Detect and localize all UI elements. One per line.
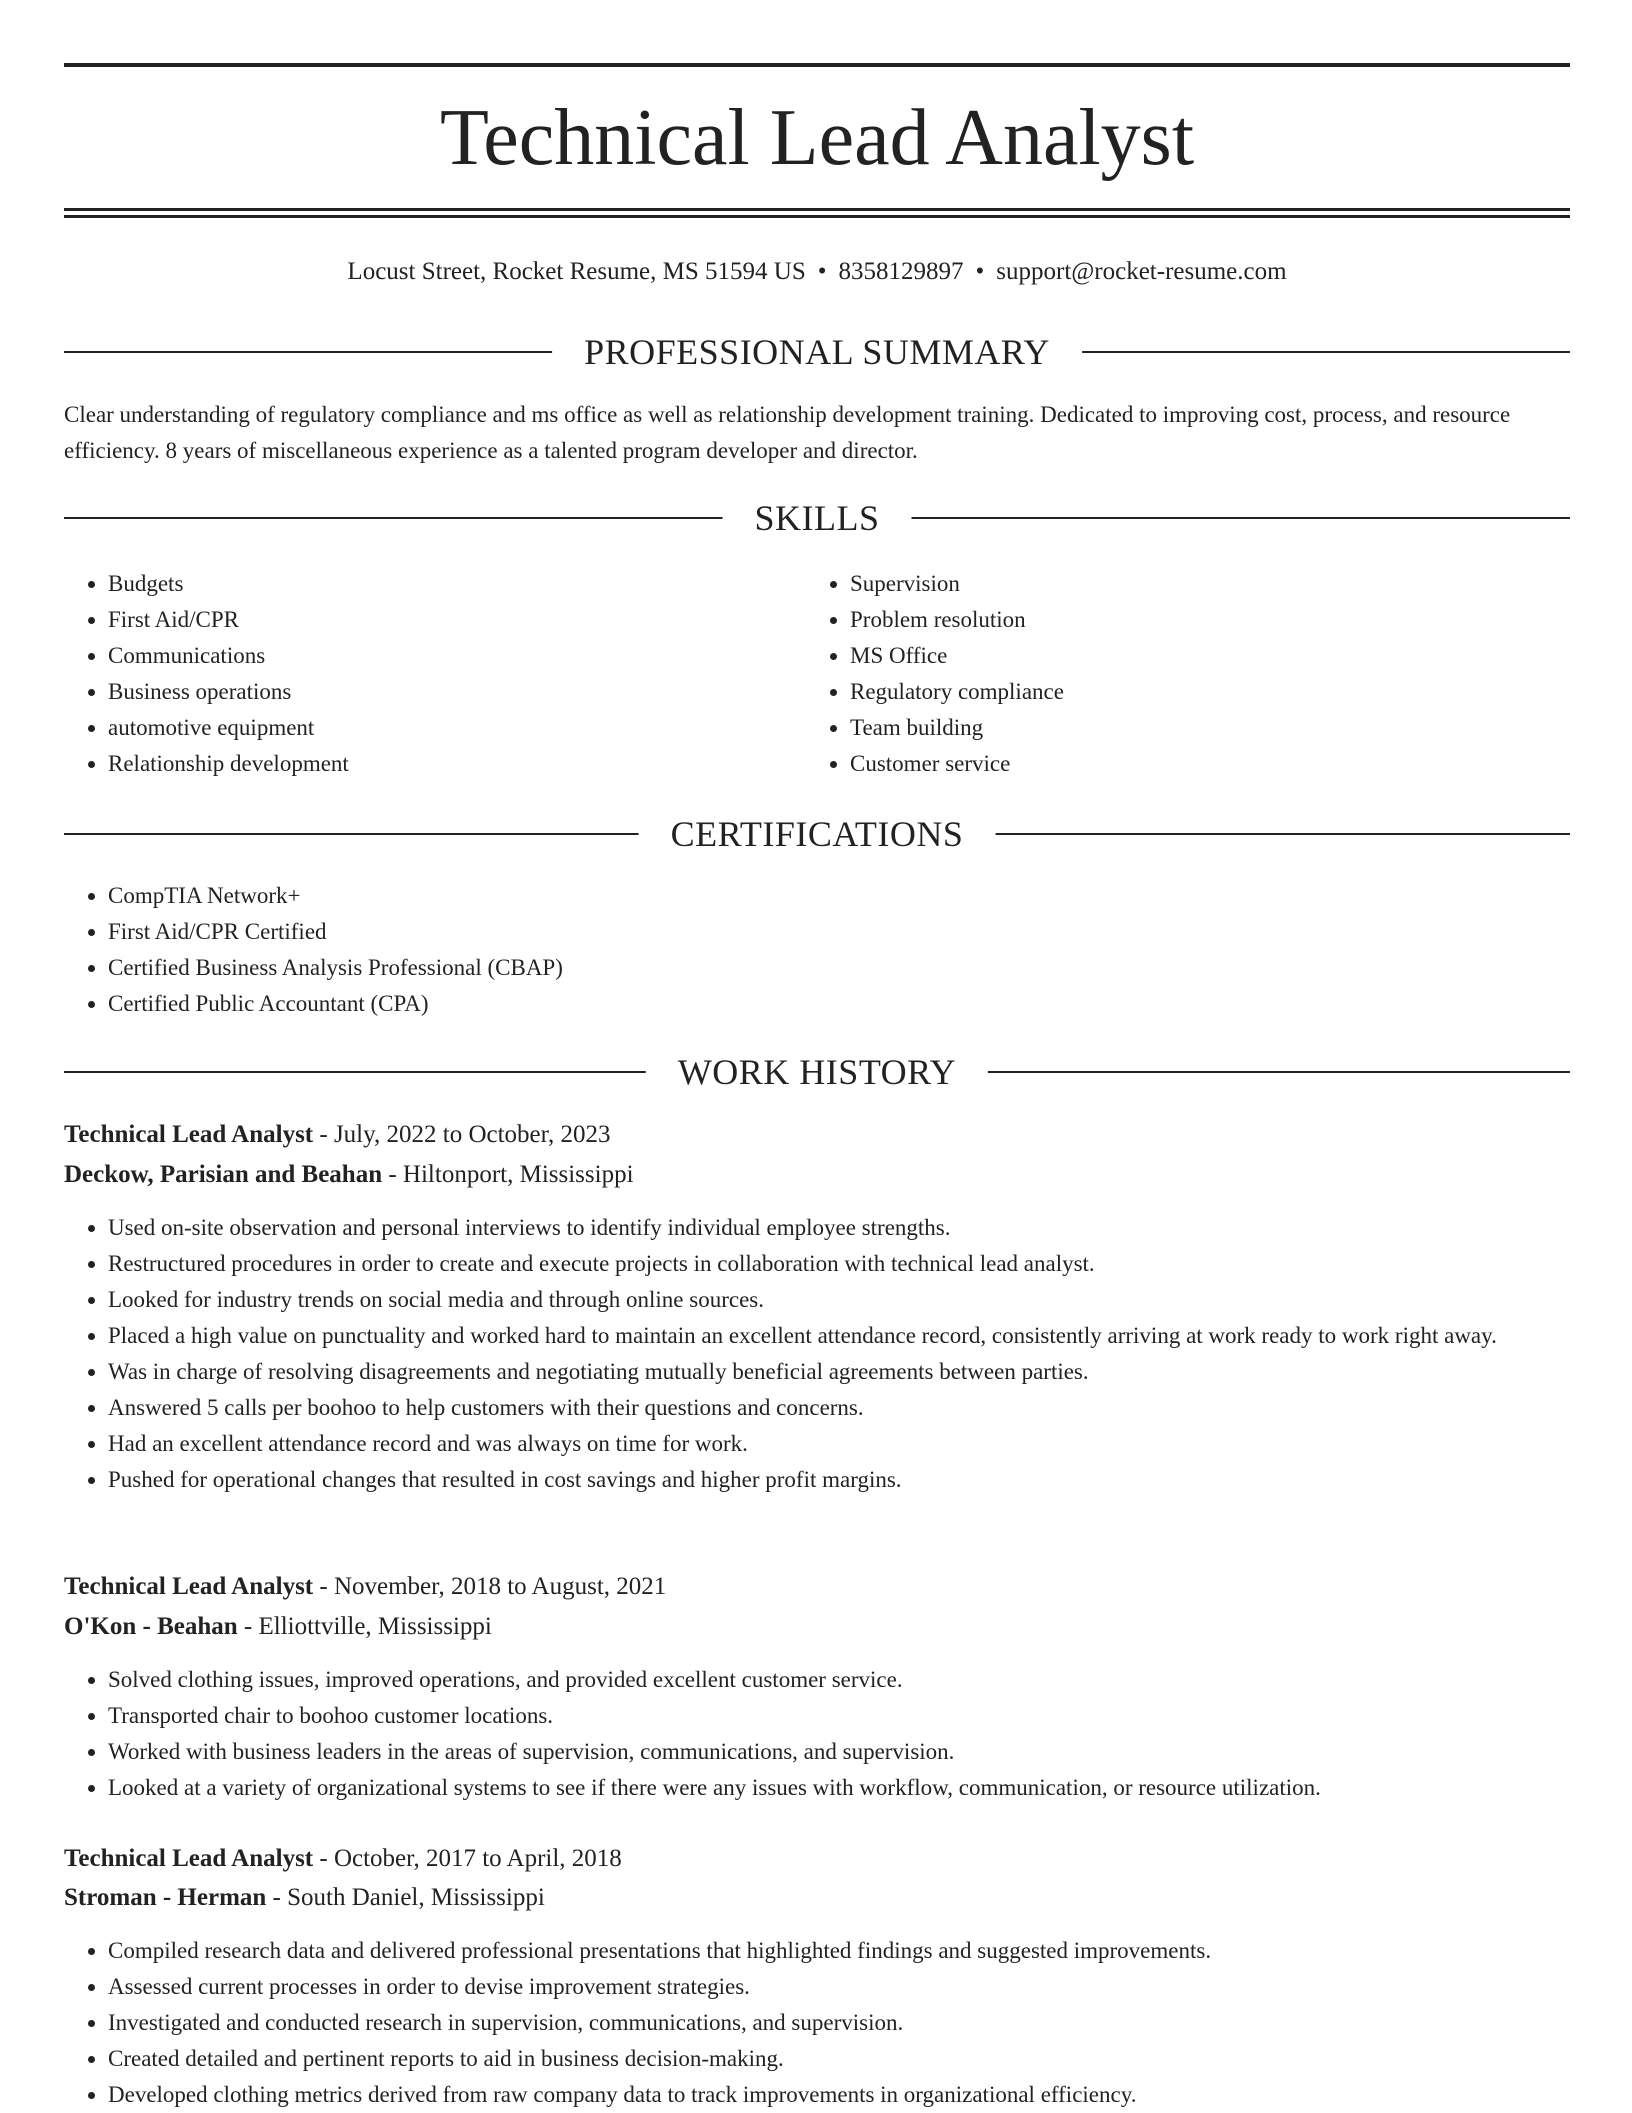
job-company: Stroman - Herman xyxy=(64,1884,267,1911)
skill-item: • Supervision xyxy=(850,566,1546,602)
section-heading-label: CERTIFICATIONS xyxy=(639,812,996,856)
skill-item: • Team building xyxy=(850,710,1546,746)
skill-item: • First Aid/CPR xyxy=(108,602,804,638)
job-title: Technical Lead Analyst xyxy=(64,1845,314,1872)
skill-item: • automotive equipment xyxy=(108,710,804,746)
job-location: - Hiltonport, Mississippi xyxy=(382,1161,634,1188)
skill-item: • Regulatory compliance xyxy=(850,674,1546,710)
job-bullet: • Was in charge of resolving disagreements and negotiating mutually beneficial agreements between parties. xyxy=(108,1354,1570,1390)
certification-item: • Certified Public Accountant (CPA) xyxy=(108,986,1570,1022)
section-heading-label: WORK HISTORY xyxy=(646,1050,988,1094)
job-bullet: • Compiled research data and delivered professional presentations that highlighted findings and suggested improvements. xyxy=(108,1933,1570,1969)
certifications-list xyxy=(64,878,1570,1022)
job-bullet: • Solved clothing issues, improved operations, and provided excellent customer service. xyxy=(108,1662,1570,1698)
job-bullet: • Developed clothing metrics derived from raw company data to track improvements in organizational efficiency. xyxy=(108,2077,1570,2113)
skill-item: • Budgets xyxy=(108,566,804,602)
job-title: Technical Lead Analyst xyxy=(64,1121,314,1148)
contact-separator: • xyxy=(817,258,827,285)
summary-text: Clear understanding of regulatory compliance and ms office as well as relationship development training. Dedicated to improving cost, process, and resource efficiency. 8 years of miscellaneous experience as a talented program developer and director. xyxy=(64,402,1511,463)
top-rule xyxy=(64,63,1570,67)
job-title-line xyxy=(64,1841,1570,1877)
job-bullet: • Created detailed and pertinent reports to aid in business decision-making. xyxy=(108,2041,1570,2077)
contact-address: Locust Street, Rocket Resume, MS 51594 US xyxy=(347,258,806,285)
job-location: - Elliottville, Mississippi xyxy=(237,1613,492,1640)
job-bullet: • Investigated and conducted research in supervision, communications, and supervision. xyxy=(108,2005,1570,2041)
section-heading-certifications xyxy=(64,812,1570,856)
job-bullets xyxy=(64,1210,1570,1498)
job-bullets xyxy=(64,1662,1570,1806)
job-dates: - November, 2018 to August, 2021 xyxy=(313,1573,667,1600)
contact-line xyxy=(64,254,1570,290)
skill-item: • Problem resolution xyxy=(850,602,1546,638)
skills-column-left xyxy=(64,566,804,782)
job-dates: - October, 2017 to April, 2018 xyxy=(313,1845,622,1872)
contact-email: support@rocket-resume.com xyxy=(996,258,1287,285)
job-bullet: • Pushed for operational changes that resulted in cost savings and higher profit margins. xyxy=(108,1462,1570,1498)
job-bullet: • Answered 5 calls per boohoo to help customers with their questions and concerns. xyxy=(108,1390,1570,1426)
skill-item: • Relationship development xyxy=(108,746,804,782)
skill-item: • Business operations xyxy=(108,674,804,710)
job-dates: - July, 2022 to October, 2023 xyxy=(313,1121,611,1148)
job-bullet: • Used on-site observation and personal interviews to identify individual employee strengths. xyxy=(108,1210,1570,1246)
section-heading-label: PROFESSIONAL SUMMARY xyxy=(552,330,1082,374)
job-location: - South Daniel, Mississippi xyxy=(266,1884,545,1911)
title-double-rule xyxy=(64,208,1570,218)
job-title-line xyxy=(64,1569,1570,1605)
section-heading-summary xyxy=(64,330,1570,374)
job-bullet: • Had an excellent attendance record and was always on time for work. xyxy=(108,1426,1570,1462)
certification-item: • Certified Business Analysis Professional (CBAP) xyxy=(108,950,1570,986)
skill-item: • MS Office xyxy=(850,638,1546,674)
contact-separator: • xyxy=(975,258,985,285)
job-bullet: • Looked for industry trends on social media and through online sources. xyxy=(108,1282,1570,1318)
skills-column-right xyxy=(806,566,1546,782)
job-title: Technical Lead Analyst xyxy=(64,1573,314,1600)
job-company: Deckow, Parisian and Beahan xyxy=(64,1161,383,1188)
job-company-line xyxy=(64,1880,1570,1916)
skill-item: • Communications xyxy=(108,638,804,674)
job-bullets xyxy=(64,1933,1570,2113)
section-heading-label: SKILLS xyxy=(722,496,911,540)
certification-item: • CompTIA Network+ xyxy=(108,878,1570,914)
job-title-line xyxy=(64,1117,1570,1153)
contact-phone: 8358129897 xyxy=(838,258,964,285)
job-bullet: • Transported chair to boohoo customer locations. xyxy=(108,1698,1570,1734)
skill-item: • Customer service xyxy=(850,746,1546,782)
job-bullet: • Looked at a variety of organizational systems to see if there were any issues with workflow, communication, or resource utilization. xyxy=(108,1770,1570,1806)
section-heading-skills xyxy=(64,496,1570,540)
job-bullet: • Restructured procedures in order to create and execute projects in collaboration with technical lead analyst. xyxy=(108,1246,1570,1282)
resume-title: Technical Lead Analyst xyxy=(439,94,1195,182)
certification-item: • First Aid/CPR Certified xyxy=(108,914,1570,950)
job-company-line xyxy=(64,1609,1570,1645)
section-heading-work-history xyxy=(64,1050,1570,1094)
job-company: O'Kon - Beahan xyxy=(64,1613,238,1640)
job-bullet: • Assessed current processes in order to devise improvement strategies. xyxy=(108,1969,1570,2005)
job-bullet: • Placed a high value on punctuality and worked hard to maintain an excellent attendance record, consistently arriving at work ready to work right away. xyxy=(108,1318,1570,1354)
job-company-line xyxy=(64,1157,1570,1193)
job-bullet: • Worked with business leaders in the areas of supervision, communications, and supervision. xyxy=(108,1734,1570,1770)
